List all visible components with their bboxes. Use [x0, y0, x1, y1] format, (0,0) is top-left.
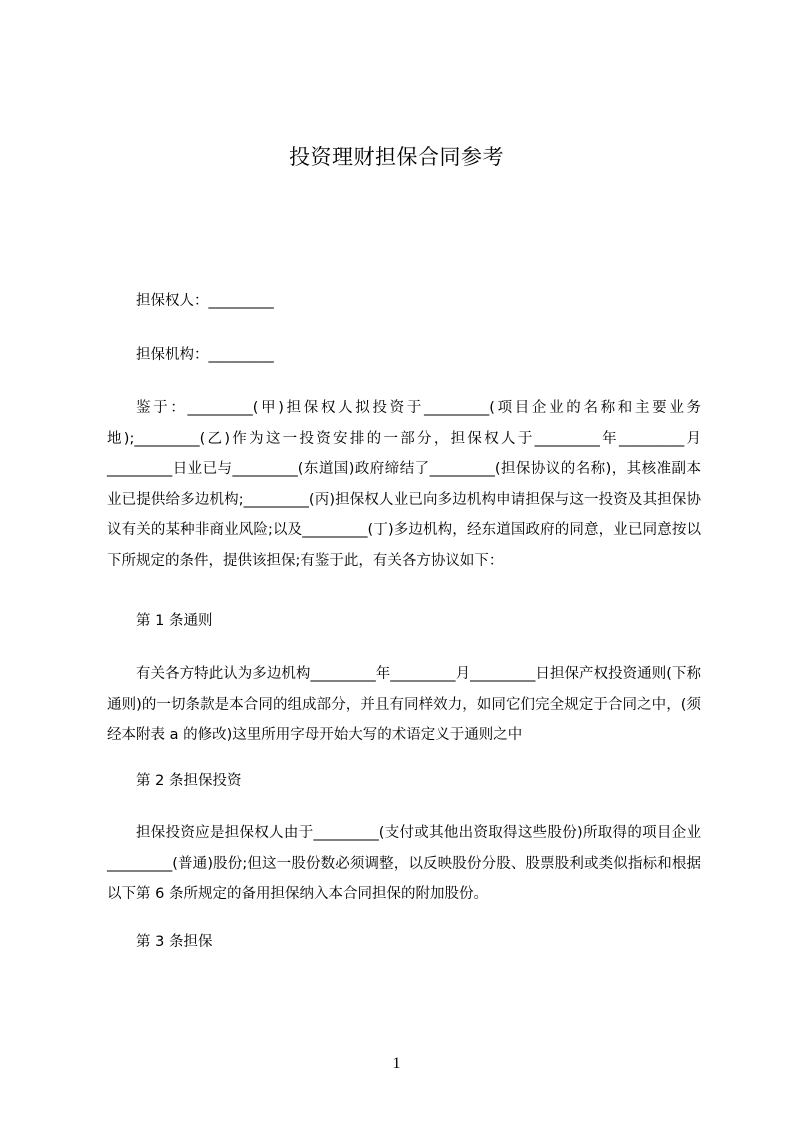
article-1-text: 有关各方特此认为多边机构_________年_________月_________日担保产权投资通则(下称通则)的一切条款是本合同的组成部分，并且有同样效力，如同它们完全规定于合同之中，(须经本附表 a 的修改)这里所用字母开始大写的术语定义于通则之中	[107, 666, 701, 743]
document-title: 投资理财担保合同参考	[289, 145, 504, 169]
article-3-heading: 第 3 条担保	[136, 934, 213, 950]
guarantee-holder-line: 担保权人：_________	[136, 293, 274, 309]
guarantee-agency-line: 担保机构：_________	[136, 347, 274, 363]
article-2-heading: 第 2 条担保投资	[136, 773, 242, 789]
article-1-heading: 第 1 条通则	[136, 613, 213, 629]
recital-paragraph: 鉴于：_________(甲)担保权人拟投资于_________(项目企业的名称和主要业务地);_________(乙)作为这一投资安排的一部分，担保权人于_________年_________月_________日业已与_________(东道国)政府缔结了_________(担保协议的名称)，其核准副本业已提供给多边机构;_________(丙)担保权人业已向多边机构申请担保与这一投资及其担保协议有关的某种非商业风险;以及_________(丁)多边机构，经东道国政府的同意，业已同意按以下所规定的条件，提供该担保;有鉴于此，有关各方协议如下：	[107, 400, 701, 569]
article-2-text: 担保投资应是担保权人由于_________(支付或其他出资取得这些股份)所取得的项目企业_________(普通)股份;但这一股份数必须调整，以反映股份分股、股票股利或类似指标和根据以下第 6 条所规定的备用担保纳入本合同担保的附加股份。	[107, 825, 701, 902]
page-number: 1	[392, 1055, 401, 1072]
